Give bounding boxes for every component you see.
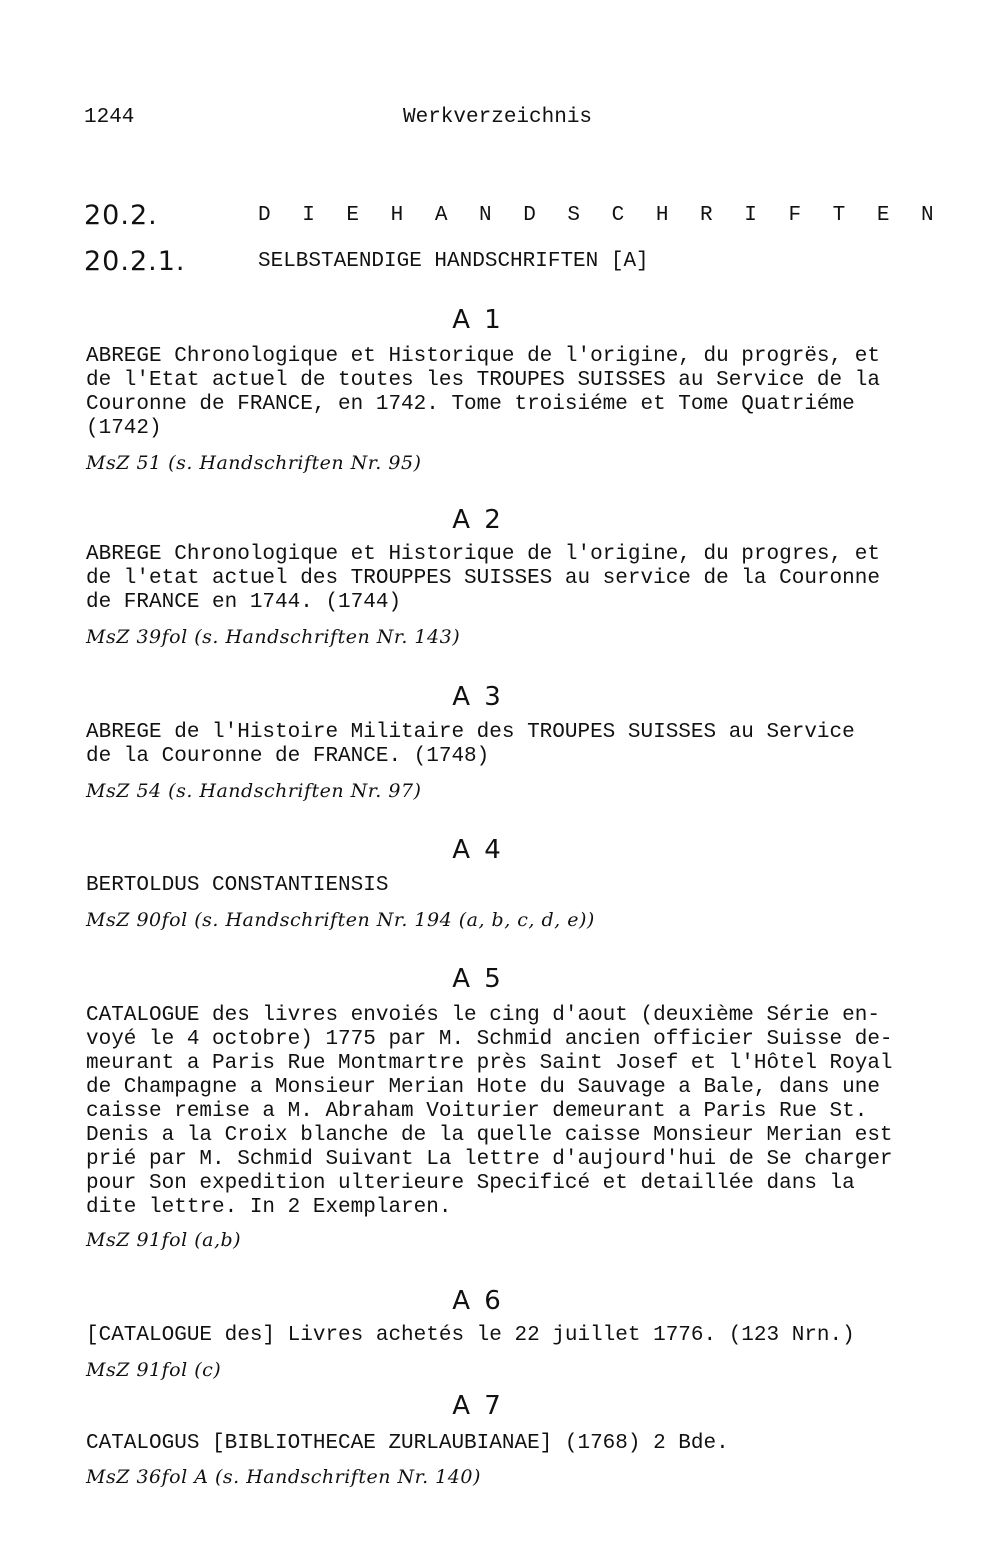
page-number: 1244 bbox=[84, 106, 135, 129]
entry-line: Denis a la Croix blanche de la quelle caisse Monsieur Merian est bbox=[86, 1124, 893, 1147]
entry-line: de FRANCE en 1744. (1744) bbox=[86, 591, 402, 614]
entry-id: A 6 bbox=[452, 1286, 504, 1316]
entry-signature: MsZ 36fol A (s. Handschriften Nr. 140) bbox=[86, 1466, 481, 1488]
entry-line: meurant a Paris Rue Montmartre près Saint Josef et l'Hôtel Royal bbox=[86, 1052, 893, 1075]
entry-line: CATALOGUE des livres envoiés le cing d'aout (deuxième Série en- bbox=[86, 1004, 880, 1027]
subsection-title: SELBSTAENDIGE HANDSCHRIFTEN [A] bbox=[258, 250, 649, 273]
entry-line: ABREGE de l'Histoire Militaire des TROUPES SUISSES au Service bbox=[86, 721, 855, 744]
entry-line: [CATALOGUE des] Livres achetés le 22 juillet 1776. (123 Nrn.) bbox=[86, 1324, 855, 1347]
entry-signature: MsZ 39fol (s. Handschriften Nr. 143) bbox=[86, 626, 461, 648]
entry-line: ABREGE Chronologique et Historique de l'origine, du progres, et bbox=[86, 543, 880, 566]
entry-line: prié par M. Schmid Suivant La lettre d'aujourd'hui de Se charger bbox=[86, 1148, 893, 1171]
entry-text bbox=[86, 1004, 893, 1220]
entry-line: de la Couronne de FRANCE. (1748) bbox=[86, 745, 490, 768]
entry-id: A 3 bbox=[452, 682, 504, 712]
entry-text bbox=[86, 1324, 855, 1348]
entry-line: Couronne de FRANCE, en 1742. Tome troisiéme et Tome Quatriéme bbox=[86, 393, 855, 416]
entry-line: CATALOGUS [BIBLIOTHECAE ZURLAUBIANAE] (1768) 2 Bde. bbox=[86, 1432, 729, 1455]
entry-line: ABREGE Chronologique et Historique de l'origine, du progrës, et bbox=[86, 345, 880, 368]
entry-id: A 1 bbox=[452, 305, 504, 335]
entry-signature: MsZ 51 (s. Handschriften Nr. 95) bbox=[86, 452, 422, 474]
entry-line: (1742) bbox=[86, 417, 162, 440]
entry-id: A 4 bbox=[452, 835, 504, 865]
entry-signature: MsZ 91fol (a,b) bbox=[86, 1229, 242, 1251]
entry-line: de Champagne a Monsieur Merian Hote du Sauvage a Bale, dans une bbox=[86, 1076, 880, 1099]
entry-id: A 2 bbox=[452, 505, 504, 535]
entry-line: de l'Etat actuel de toutes les TROUPES SUISSES au Service de la bbox=[86, 369, 880, 392]
entry-text bbox=[86, 543, 880, 615]
entry-signature: MsZ 90fol (s. Handschriften Nr. 194 (a, b, c, d, e)) bbox=[86, 909, 595, 931]
entry-line: de l'etat actuel des TROUPPES SUISSES au service de la Couronne bbox=[86, 567, 880, 590]
running-title: Werkverzeichnis bbox=[403, 106, 593, 129]
entry-line: voyé le 4 octobre) 1775 par M. Schmid ancien officier Suisse de- bbox=[86, 1028, 893, 1051]
entry-signature: MsZ 54 (s. Handschriften Nr. 97) bbox=[86, 780, 422, 802]
subsection-number: 20.2.1. bbox=[84, 246, 186, 277]
entry-id: A 5 bbox=[452, 964, 504, 994]
entry-line: dite lettre. In 2 Exemplaren. bbox=[86, 1196, 452, 1219]
section-title: D I E H A N D S C H R I F T E N bbox=[258, 204, 944, 227]
entry-id: A 7 bbox=[452, 1391, 504, 1421]
entry-line: BERTOLDUS CONSTANTIENSIS bbox=[86, 874, 389, 897]
entry-text bbox=[86, 345, 880, 441]
entry-line: pour Son expedition ulterieure Specificé et detaillée dans la bbox=[86, 1172, 855, 1195]
entry-text bbox=[86, 1432, 729, 1456]
entry-text bbox=[86, 874, 388, 898]
entry-signature: MsZ 91fol (c) bbox=[86, 1359, 222, 1381]
section-number: 20.2. bbox=[84, 200, 158, 231]
entry-text bbox=[86, 721, 855, 769]
entry-line: caisse remise a M. Abraham Voiturier demeurant a Paris Rue St. bbox=[86, 1100, 868, 1123]
